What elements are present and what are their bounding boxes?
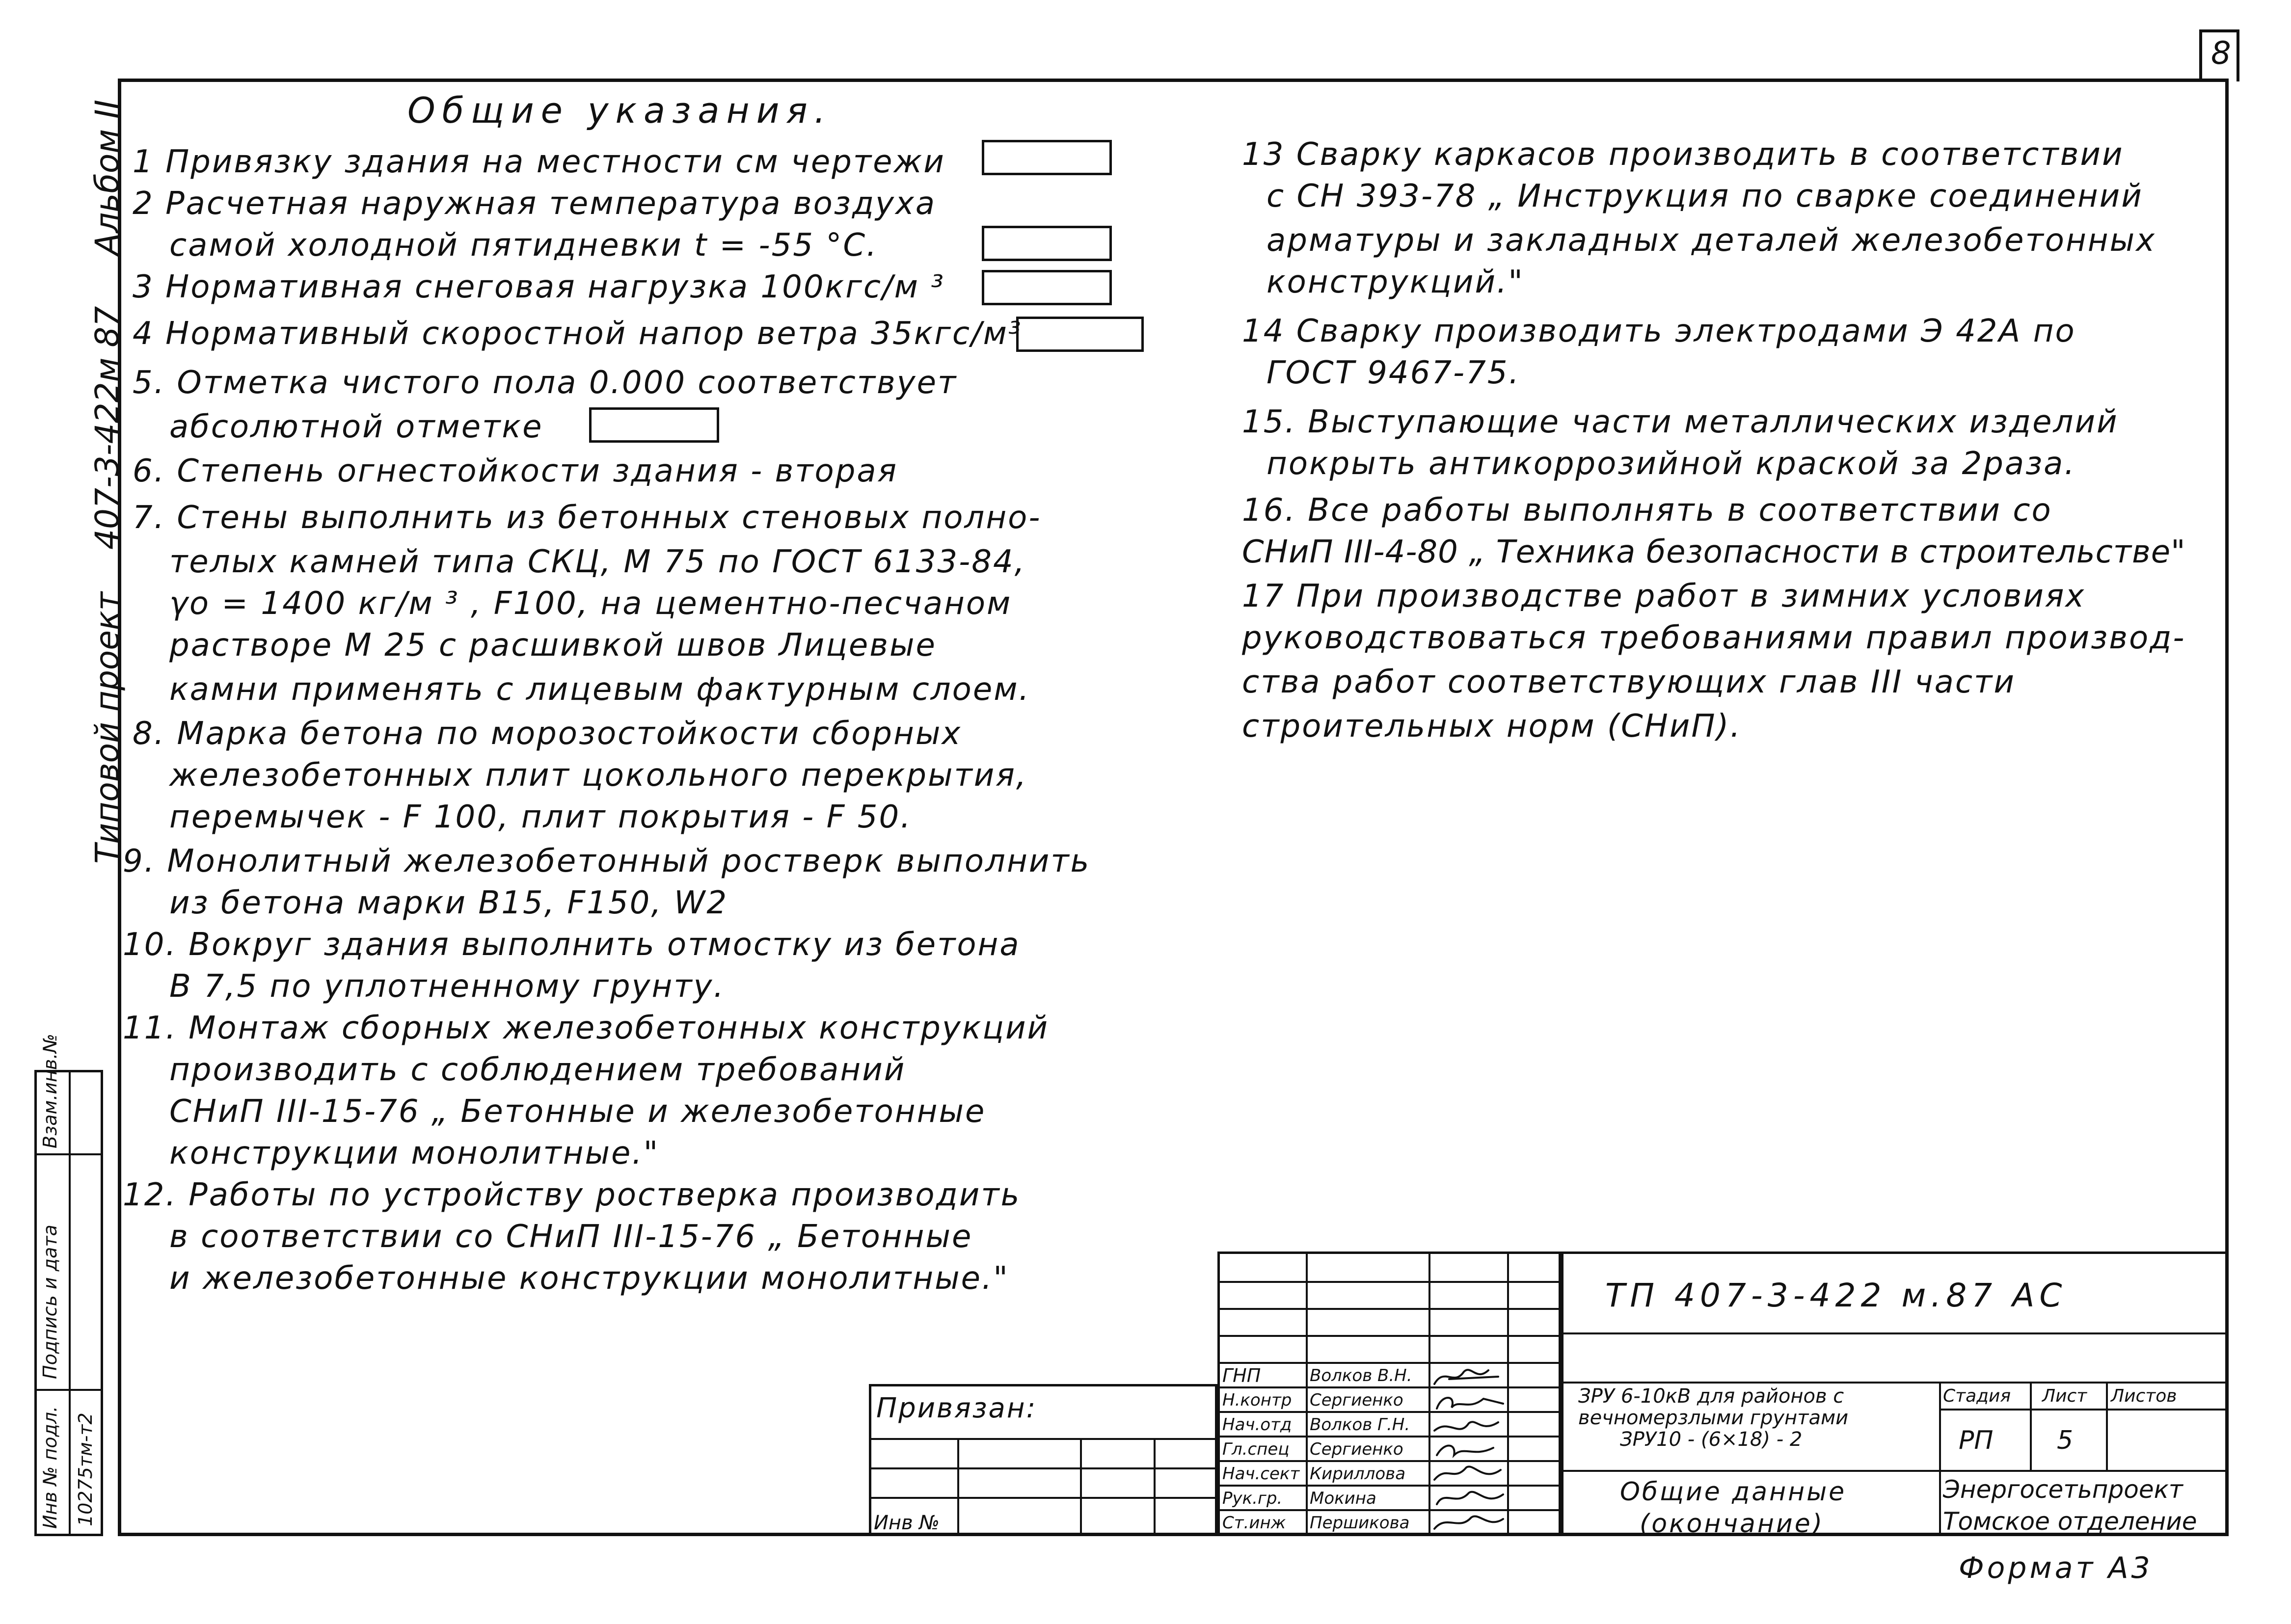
note-line: 14 Сварку производить электродами Э 42А по <box>1242 313 2076 349</box>
note-line: 13 Сварку каркасов производить в соответствии <box>1242 136 2124 173</box>
inv-no-label: Инв № <box>874 1512 940 1534</box>
note-line: 8. Марка бетона по морозостойкости сборных <box>133 716 962 752</box>
signatures <box>1429 1364 1507 1536</box>
signer-name: Волков Г.Н. <box>1310 1415 1410 1435</box>
note-line: 1 Привязку здания на местности см чертежи <box>133 144 945 180</box>
stage-value: РП <box>1959 1426 1994 1455</box>
note-line: растворе М 25 с расшивкой швов Лицевые <box>169 627 937 664</box>
note-line: 4 Нормативный скоростной напор ветра 35кгс/м³ <box>133 316 1023 352</box>
note-line: СНиП III-15-76 „ Бетонные и железобетонные <box>169 1093 986 1130</box>
object-title-2: вечномерзлыми грунтами <box>1578 1407 1849 1429</box>
org-division: Томское отделение <box>1943 1507 2197 1536</box>
signer-name: Сергиенко <box>1310 1390 1403 1410</box>
signer-name: Першикова <box>1310 1513 1410 1533</box>
sheet-number-box <box>2199 29 2239 81</box>
note-line: 12. Работы по устройству ростверка производить <box>123 1177 1021 1213</box>
sheets-label: Листов <box>2111 1386 2177 1406</box>
note-line: камни применять с лицевым фактурным слоем. <box>169 671 1030 708</box>
fill-in-box[interactable] <box>982 226 1112 261</box>
side-album: Альбом II <box>88 99 126 255</box>
stamp-sign-label: Подпись и дата <box>39 1225 61 1379</box>
note-line: конструкции монолитные." <box>169 1135 660 1171</box>
note-line: ства работ соответствующих глав III части <box>1242 664 2016 700</box>
side-project: Типовой проект <box>88 591 126 864</box>
stamp-replace-label: Взам.инв.№ <box>39 1034 61 1148</box>
fill-in-box[interactable] <box>1016 317 1144 352</box>
note-line: γo = 1400 кг/м ³ , F100, на цементно-песчаном <box>169 586 1012 622</box>
note-line: 3 Нормативная снеговая нагрузка 100кгс/м ³ <box>133 269 945 305</box>
signer-role: Гл.спец <box>1222 1439 1290 1459</box>
note-line: 7. Стены выполнить из бетонных стеновых полно- <box>133 500 1042 536</box>
signer-role: Ст.инж <box>1222 1513 1286 1533</box>
sheet-value: 5 <box>2057 1426 2074 1455</box>
note-line: руководствоваться требованиями правил производ- <box>1242 620 2186 656</box>
sheet-title-2: (окончание) <box>1640 1509 1824 1539</box>
note-line: строительных норм (СНиП). <box>1242 708 1742 745</box>
fill-in-box[interactable] <box>982 270 1112 305</box>
note-line: 11. Монтаж сборных железобетонных конструкций <box>123 1010 1050 1046</box>
stamp-inv-value: 10275тм-т2 <box>75 1412 96 1526</box>
side-code: 407-3-422м 87 <box>88 306 126 550</box>
note-line: и железобетонные конструкции монолитные." <box>169 1260 1009 1297</box>
stamp-inv-label: Инв № подл. <box>39 1406 61 1529</box>
note-line: 17 При производстве работ в зимних условиях <box>1242 578 2086 614</box>
note-line: 2 Расчетная наружная температура воздуха <box>133 186 937 222</box>
note-line: 10. Вокруг здания выполнить отмостку из бетона <box>123 927 1021 963</box>
signer-role: Нач.отд <box>1222 1415 1292 1435</box>
note-line: самой холодной пятидневки t = -55 °С. <box>169 227 878 264</box>
note-line: перемычек - F 100, плит покрытия - F 50. <box>169 799 912 835</box>
note-line: 16. Все работы выполнять в соответствии со <box>1242 492 2052 529</box>
sheet-number: 8 <box>2211 35 2231 72</box>
org-name: Энергосетьпроект <box>1943 1475 2183 1504</box>
note-line: 6. Степень огнестойкости здания - вторая <box>133 453 898 489</box>
note-line: абсолютной отметке <box>169 409 543 445</box>
note-line: ГОСТ 9467-75. <box>1267 355 1520 391</box>
stage-label: Стадия <box>1943 1386 2011 1406</box>
note-line: 5. Отметка чистого пола 0.000 соответствует <box>133 365 958 401</box>
note-line: B 7,5 по уплотненному грунту. <box>169 968 725 1005</box>
signer-name: Волков В.Н. <box>1310 1366 1412 1385</box>
note-line: 9. Монолитный железобетонный ростверк выполнить <box>123 843 1091 879</box>
sheet-label: Лист <box>2042 1386 2087 1406</box>
note-line: конструкций." <box>1267 264 1524 300</box>
signer-name: Сергиенко <box>1310 1439 1403 1459</box>
signer-role: ГНП <box>1222 1365 1261 1386</box>
page-title: Общие указания. <box>407 90 833 131</box>
signer-role: Н.контр <box>1222 1390 1292 1410</box>
format-label: Формат А3 <box>1959 1551 2153 1585</box>
sheet-title-1: Общие данные <box>1620 1477 1847 1507</box>
note-line: покрыть антикоррозийной краской за 2раза. <box>1267 446 2076 482</box>
note-line: производить с соблюдением требований <box>169 1052 906 1088</box>
note-line: телых камней типа СКЦ, М 75 по ГОСТ 6133-84, <box>169 544 1026 580</box>
note-line: с СН 393-78 „ Инструкция по сварке соединений <box>1267 178 2143 214</box>
note-line: 15. Выступающие части металлических изделий <box>1242 404 2119 440</box>
note-line: в соответствии со СНиП III-15-76 „ Бетонные <box>169 1219 973 1255</box>
object-title-1: ЗРУ 6-10кВ для районов с <box>1578 1385 1844 1408</box>
binding-label: Привязан: <box>876 1392 1037 1424</box>
doc-code: ТП 407-3-422 м.87 АС <box>1605 1277 2067 1314</box>
note-line: СНиП III-4-80 „ Техника безопасности в строительстве" <box>1242 534 2186 570</box>
signer-name: Кириллова <box>1310 1464 1406 1484</box>
note-line: железобетонных плит цокольного перекрытия, <box>169 757 1028 794</box>
signer-role: Рук.гр. <box>1222 1489 1283 1508</box>
fill-in-box[interactable] <box>589 407 719 443</box>
note-line: из бетона марки B15, F150, W2 <box>169 885 728 921</box>
object-title-3: ЗРУ10 - (6×18) - 2 <box>1620 1428 1803 1451</box>
fill-in-box[interactable] <box>982 140 1112 175</box>
signer-name: Мокина <box>1310 1489 1376 1508</box>
signer-role: Нач.сект <box>1222 1464 1300 1484</box>
note-line: арматуры и закладных деталей железобетонных <box>1267 222 2156 259</box>
